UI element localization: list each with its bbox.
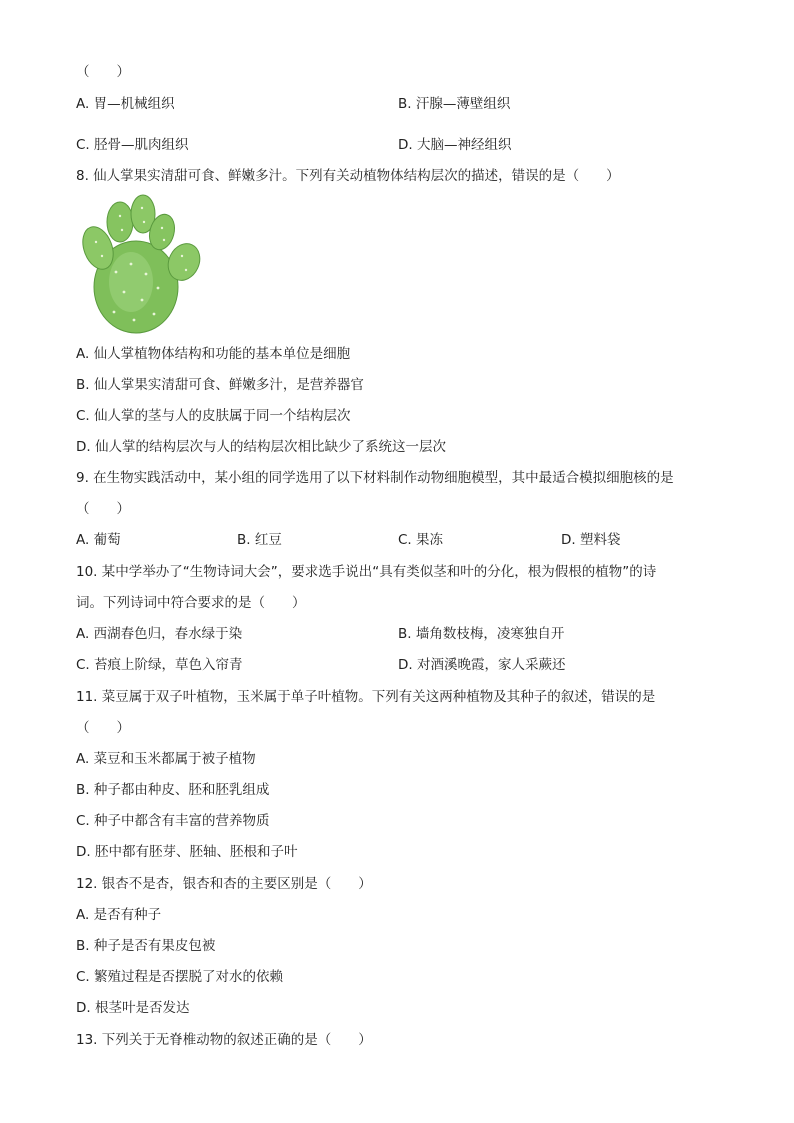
q12-option-c: C. 繁殖过程是否摆脱了对水的依赖 <box>76 969 284 985</box>
q11-answer-paren: （ ） <box>76 720 130 736</box>
q8-option-a: A. 仙人掌植物体结构和功能的基本单位是细胞 <box>76 346 351 362</box>
q12-option-a: A. 是否有种子 <box>76 907 162 923</box>
q11-stem: 11. 菜豆属于双子叶植物，玉米属于单子叶植物。下列有关这两种植物及其种子的叙述，错误的是 <box>76 689 656 705</box>
q9-option-d: D. 塑料袋 <box>561 532 621 548</box>
q7-option-b: B. 汗腺—薄壁组织 <box>398 96 511 112</box>
q12-stem: 12. 银杏不是杏，银杏和杏的主要区别是（ ） <box>76 876 372 892</box>
q9-answer-paren: （ ） <box>76 501 130 517</box>
q7-answer-paren: （ ） <box>76 64 130 80</box>
q9-option-c: C. 果冻 <box>398 532 444 548</box>
q10-option-d: D. 对酒溪晚霞，家人采蕨还 <box>398 657 566 673</box>
q10-option-a: A. 西湖春色归，春水绿于染 <box>76 626 243 642</box>
q8-option-c: C. 仙人掌的茎与人的皮肤属于同一个结构层次 <box>76 408 351 424</box>
q11-option-b: B. 种子都由种皮、胚和胚乳组成 <box>76 782 270 798</box>
q9-option-a: A. 葡萄 <box>76 532 121 548</box>
q8-option-b: B. 仙人掌果实清甜可食、鲜嫩多汁，是营养器官 <box>76 377 364 393</box>
q12-option-d: D. 根茎叶是否发达 <box>76 1000 190 1016</box>
q7-option-d: D. 大脑—神经组织 <box>398 137 512 153</box>
q10-option-c: C. 苔痕上阶绿，草色入帘青 <box>76 657 243 673</box>
q10-stem-line1: 10. 某中学举办了“生物诗词大会”，要求选手说出“具有类似茎和叶的分化，根为假根的植物”的诗 <box>76 564 657 580</box>
q11-option-a: A. 菜豆和玉米都属于被子植物 <box>76 751 256 767</box>
q8-stem: 8. 仙人掌果实清甜可食、鲜嫩多汁。下列有关动植物体结构层次的描述，错误的是（ ） <box>76 168 620 184</box>
q9-stem: 9. 在生物实践活动中，某小组的同学选用了以下材料制作动物细胞模型，其中最适合模拟细胞核的是 <box>76 470 674 486</box>
q10-stem-line2: 词。下列诗词中符合要求的是（ ） <box>76 595 306 611</box>
cactus-illustration <box>76 192 206 334</box>
q7-option-c: C. 胫骨—肌肉组织 <box>76 137 189 153</box>
q7-option-a: A. 胃—机械组织 <box>76 96 175 112</box>
q12-option-b: B. 种子是否有果皮包被 <box>76 938 216 954</box>
q11-option-d: D. 胚中都有胚芽、胚轴、胚根和子叶 <box>76 844 298 860</box>
q8-option-d: D. 仙人掌的结构层次与人的结构层次相比缺少了系统这一层次 <box>76 439 446 455</box>
q13-stem: 13. 下列关于无脊椎动物的叙述正确的是（ ） <box>76 1032 372 1048</box>
q9-option-b: B. 红豆 <box>237 532 282 548</box>
cactus-image <box>76 192 206 334</box>
q10-option-b: B. 墙角数枝梅，凌寒独自开 <box>398 626 565 642</box>
q11-option-c: C. 种子中都含有丰富的营养物质 <box>76 813 270 829</box>
